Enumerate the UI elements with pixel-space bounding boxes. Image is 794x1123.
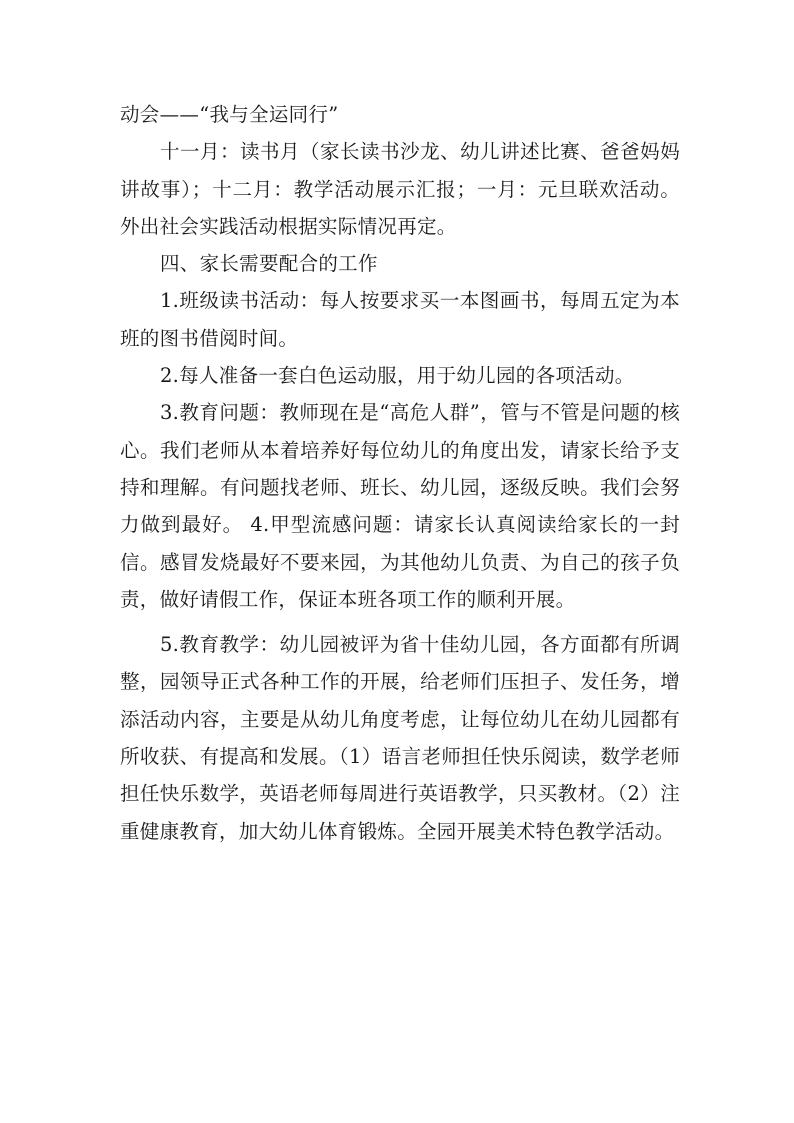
paragraph-item-3-4: 3.教育问题：教师现在是“高危人群”，管与不管是问题的核心。我们老师从本着培养好每位幼儿的角度出发，请家长给予支持和理解。有问题找老师、班长、幼儿园，逐级反映。我们会努力做到最好。 4.甲型流感问题：请家长认真阅读给家长的一封信。感冒发烧最好不要来园，为其他幼儿负责、为自己的孩子负责，做好请假工作，保证本班各项工作的顺利开展。 bbox=[120, 401, 680, 611]
paragraph-item-1: 1.班级读书活动：每人按要求买一本图画书，每周五定为本班的图书借阅时间。 bbox=[120, 289, 680, 350]
paragraph-schedule: 十一月：读书月（家长读书沙龙、幼儿讲述比赛、爸爸妈妈讲故事）；十二月：教学活动展示汇报；一月：元旦联欢活动。外出社会实践活动根据实际情况再定。 bbox=[120, 140, 680, 238]
section-heading: 四、家长需要配合的工作 bbox=[159, 252, 378, 276]
paragraph-continuation: 动会——“我与全运同行” bbox=[120, 103, 339, 126]
paragraph-item-2: 2.每人准备一套白色运动服，用于幼儿园的各项活动。 bbox=[159, 364, 635, 388]
paragraph-item-5: 5.教育教学：幼儿园被评为省十佳幼儿园，各方面都有所调整，园领导正式各种工作的开展，给老师们压担子、发任务，增添活动内容，主要是从幼儿角度考虑，让每位幼儿在幼儿园都有所收获、有提高和发展。（1）语言老师担任快乐阅读，数学老师担任快乐数学，英语老师每周进行英语教学，只买教材。（2）注重健康教育，加大幼儿体育锻炼。全园开展美术特色教学活动。 bbox=[120, 633, 680, 843]
document-body bbox=[120, 96, 680, 850]
